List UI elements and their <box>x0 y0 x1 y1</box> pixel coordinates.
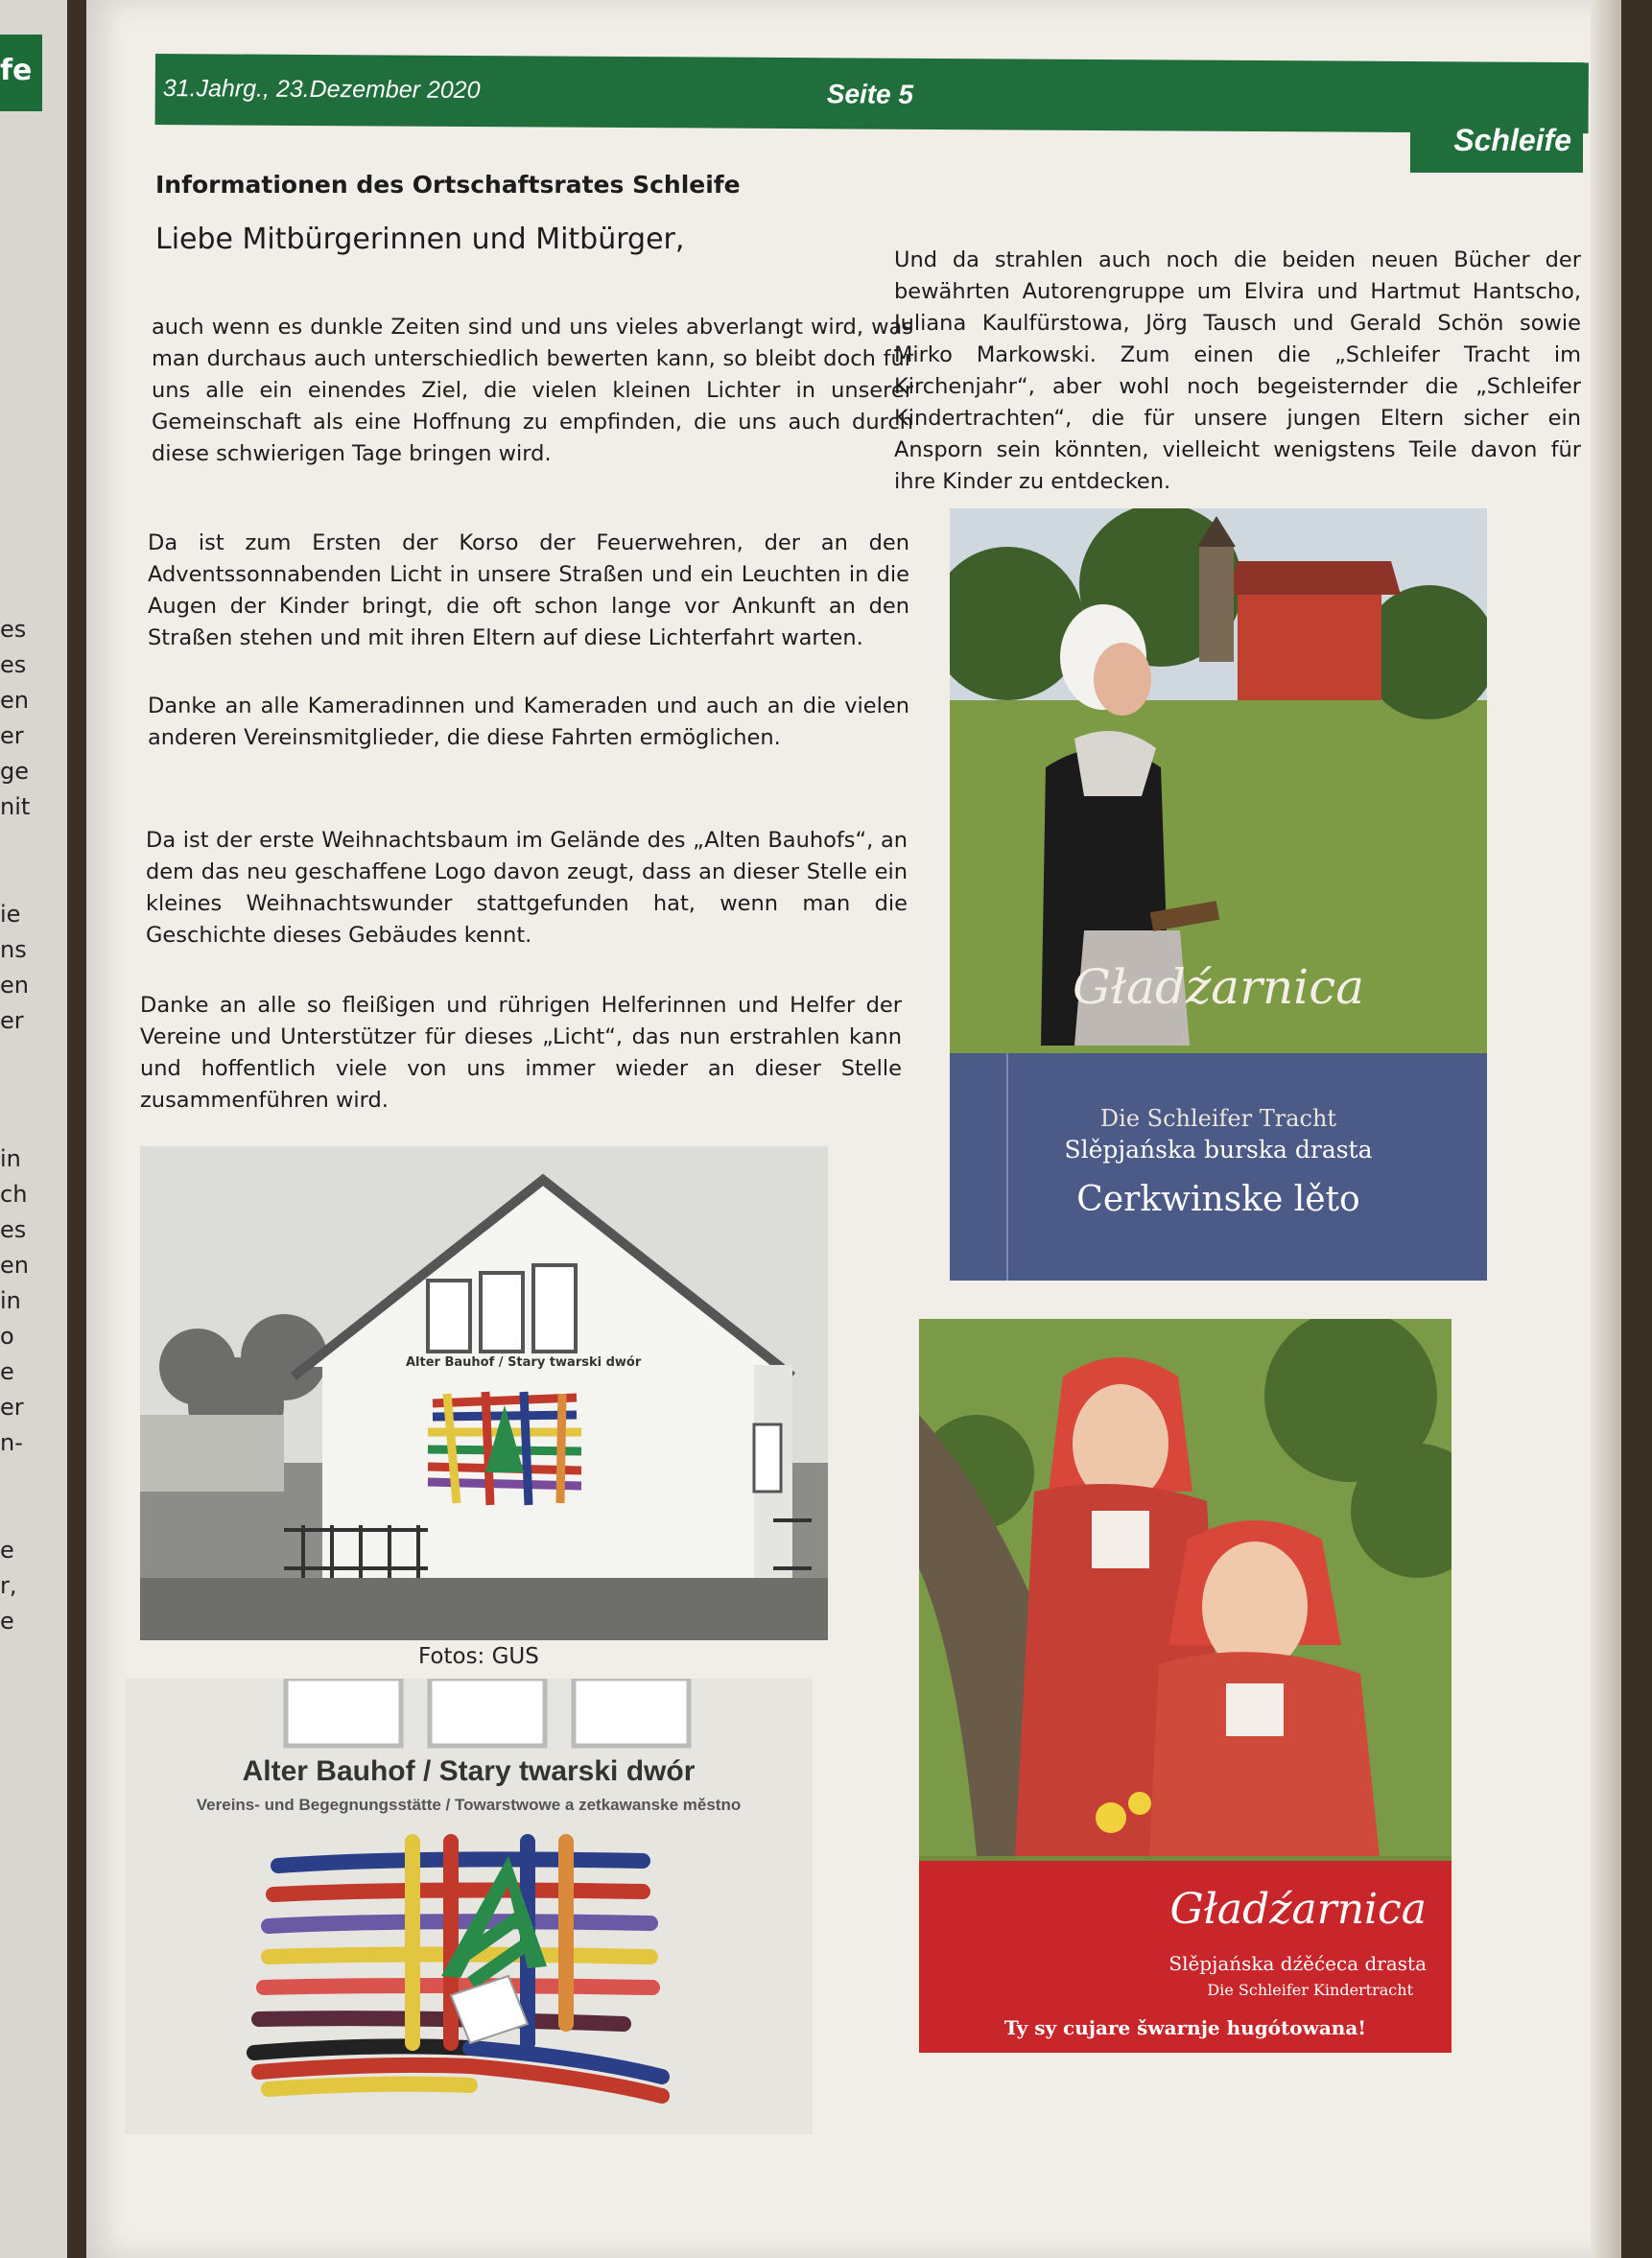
paragraph-3: Danke an alle Kameradinnen und Kameraden und auch an die vielen anderen Vereinsmitglieder, die diese Fahrten ermöglichen. <box>148 694 909 750</box>
building-sign-text: Alter Bauhof / Stary twarski dwór <box>406 1355 642 1370</box>
fragment: en <box>0 1252 29 1279</box>
books-paragraph: Und da strahlen auch noch die beiden neuen Bücher der bewährten Autorengruppe um Elvira und Hartmut Hantscho, Juliana Kaulfürstowa, Jörg Tausch und Gerald Schön sowie Mirko Markowski. Zum einen die „Schleifer Tracht im Kirchenjahr“, aber wohl noch begeisternder die „Schleifer Kindertrachten“, die für unsere jungen Eltern sicher ein Ansporn sein könnten, vielleicht wenigstens Teile davon für ihre Kinder zu entdecken. <box>894 247 1581 494</box>
newspaper-page <box>86 0 1621 2258</box>
publication-name: Schleife <box>1453 123 1571 157</box>
paragraph-4: Da ist der erste Weihnachtsbaum im Gelände des „Alten Bauhofs“, an dem das neu geschaffene Logo davon zeugt, dass an dieser Stelle ein kleines Weihnachtswunder stattgefunden hat, wenn man die Geschichte dieses Gebäudes kennt. <box>146 828 908 948</box>
fragment: e <box>0 1608 14 1635</box>
fragment: er <box>0 722 24 749</box>
fragment: es <box>0 1216 27 1243</box>
left-fragments-1 <box>0 612 38 825</box>
fragment: e <box>0 1537 14 1564</box>
fragment: ch <box>0 1181 28 1208</box>
fragment: e <box>0 1358 14 1385</box>
fragment: er <box>0 1394 24 1421</box>
fragment: n- <box>0 1429 23 1456</box>
fragment: ie <box>0 901 21 928</box>
fragment: in <box>0 1145 21 1172</box>
fragment: ns <box>0 936 27 963</box>
fragment: es <box>0 651 27 678</box>
fragment: er <box>0 1007 24 1034</box>
book2-cover-art <box>919 1319 1451 2053</box>
page-edge <box>1591 0 1621 2258</box>
issue-date: 31.Jahrg., 23.Dezember 2020 <box>162 75 481 105</box>
fragment: nit <box>0 793 31 820</box>
fragment: en <box>0 687 29 714</box>
logo-photo-svg <box>125 1679 813 2134</box>
left-fragments-2 <box>0 897 38 1039</box>
logo-title: Alter Bauhof / Stary twarski dwór <box>242 1755 696 1787</box>
book1-script-title: Gładźarnica <box>1072 959 1365 1015</box>
building-photo-svg <box>140 1146 828 1640</box>
fragment: r, <box>0 1572 17 1599</box>
left-fragments-3 <box>0 1141 38 1461</box>
book-cover-kindertracht <box>919 1319 1451 2053</box>
fragment: en <box>0 972 29 999</box>
book2-line3: Ty sy cujare šwarnje hugótowana! <box>1003 2016 1367 2039</box>
left-page-tab <box>0 35 42 111</box>
page-header <box>155 54 1589 133</box>
article-greeting: Liebe Mitbürgerinnen und Mitbürger, <box>155 223 685 256</box>
left-tab-text: fe <box>0 54 33 87</box>
fragment: ge <box>0 758 29 785</box>
logo-photo <box>125 1679 813 2134</box>
building-photo <box>140 1146 828 1640</box>
article-title: Informationen des Ortschaftsrates Schleife <box>155 171 741 199</box>
book2-script-title: Gładźarnica <box>1169 1885 1427 1934</box>
book2-line2: Die Schleifer Kindertracht <box>1207 1981 1413 1999</box>
left-facing-page <box>0 0 67 2258</box>
paragraph-2: Da ist zum Ersten der Korso der Feuerwehren, der an den Adventssonnabenden Licht in unsere Straßen und ein Leuchten in die Augen der Kinder bringt, die oft schon lange vor Ankunft an den Straßen stehen und mit ihren Eltern auf diese Lichterfahrt warten. <box>148 530 909 650</box>
book2-line1: Slěpjańska dźěćeca drasta <box>1168 1952 1427 1975</box>
left-fragments-4 <box>0 1533 38 1639</box>
fragment: o <box>0 1323 14 1350</box>
logo-subtitle: Vereins- und Begegnungsstätte / Towarstwowe a zetkawanske městno <box>196 1796 742 1814</box>
book1-cover-art <box>950 508 1487 1281</box>
photo-credit: Fotos: GUS <box>418 1644 539 1669</box>
book1-line2: Slěpjańska burska drasta <box>1064 1136 1373 1164</box>
paragraph-5: Danke an alle so fleißigen und rührigen Helferinnen und Helfer der Vereine und Unterstützer für dieses „Licht“, das nun erstrahlen kann und hoffentlich viele von uns immer wieder an dieser Stelle zusammenführen wird. <box>140 993 902 1113</box>
paragraph-1: auch wenn es dunkle Zeiten sind und uns vieles abverlangt wird, was man durchaus auch unterschiedlich bewerten kann, so bleibt doch für uns alle ein einendes Ziel, die vielen kleinen Lichter in unserer Gemeinschaft als eine Hoffnung zu empfinden, die uns auch durch diese schwierigen Tage bringen wird. <box>152 315 913 466</box>
fragment: es <box>0 616 27 643</box>
book1-line1: Die Schleifer Tracht <box>1099 1105 1337 1132</box>
page-number: Seite 5 <box>826 79 914 109</box>
fragment: in <box>0 1287 21 1314</box>
book-cover-tracht <box>950 508 1487 1281</box>
book1-line3: Cerkwinske lěto <box>1076 1180 1360 1219</box>
